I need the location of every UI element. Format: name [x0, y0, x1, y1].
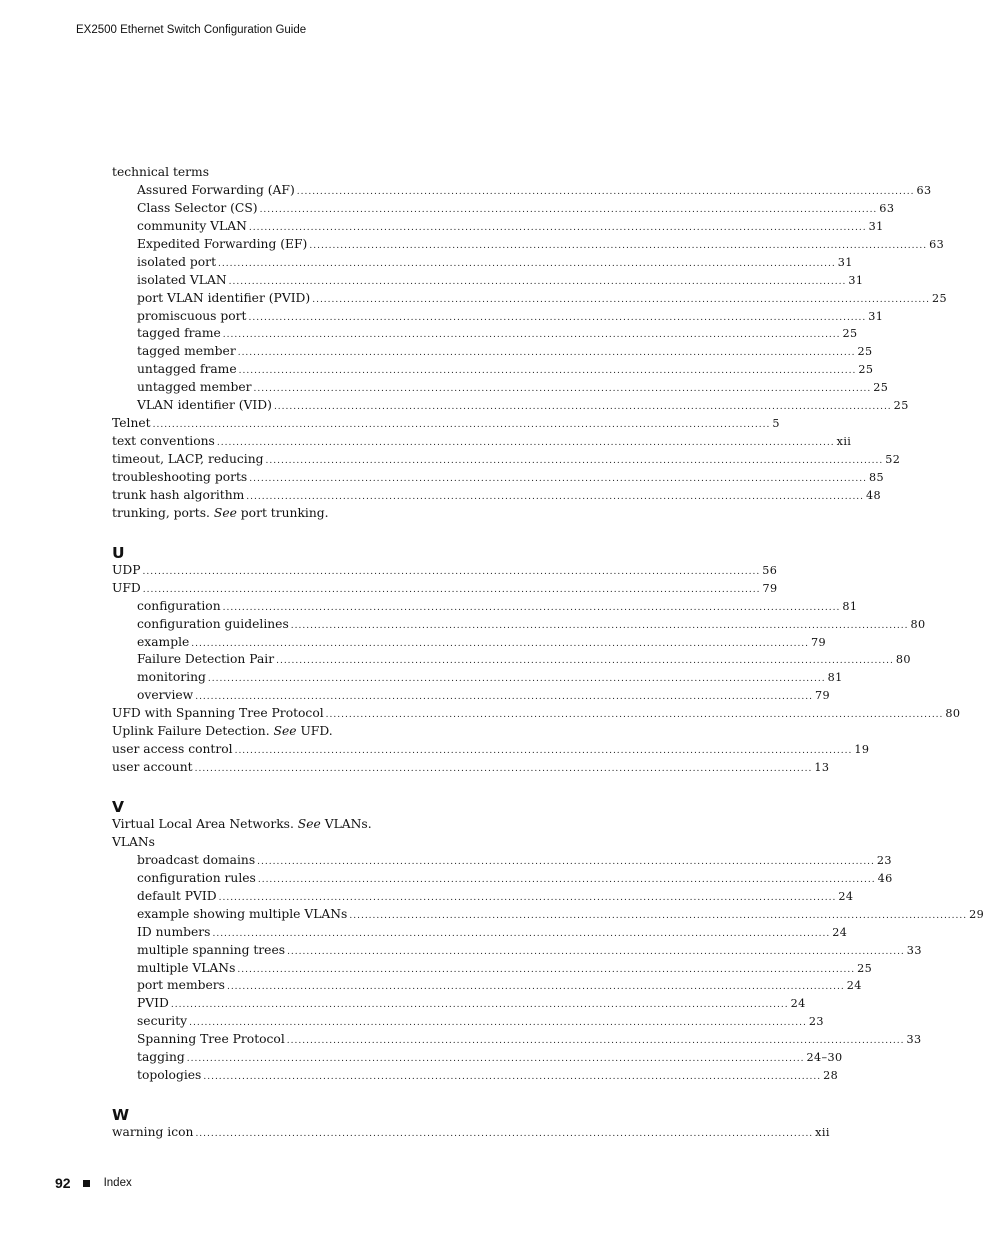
- index-subentry: [112, 379, 889, 397]
- index-page-number: 46: [877, 871, 893, 885]
- index-term: multiple spanning trees: [137, 942, 286, 957]
- index-subentry: [112, 308, 884, 326]
- index-page-number: 33: [906, 943, 922, 957]
- index-term: configuration: [137, 598, 221, 613]
- see-reference-target: UFD.: [300, 724, 333, 739]
- index-term: Uplink Failure Detection.: [112, 724, 270, 739]
- index-term: ID numbers: [137, 924, 211, 939]
- index-subentry: [112, 272, 864, 290]
- index-term: UFD: [112, 580, 141, 595]
- index-subentry: [112, 1013, 824, 1031]
- dot-leader: ................................................................................................................................................................: [312, 294, 930, 305]
- dot-leader: ................................................................................................................................................................: [207, 674, 826, 685]
- index-term: VLAN identifier (VID): [137, 398, 272, 413]
- index-subentry: [112, 236, 945, 254]
- index-term: user account: [112, 760, 193, 775]
- page-number: 92: [55, 1175, 71, 1191]
- index-term: tagged frame: [137, 326, 221, 341]
- index-entry: [112, 1124, 830, 1142]
- index-page-number: 31: [868, 219, 884, 233]
- index-page-number: 85: [868, 470, 885, 484]
- index-term: trunking, ports.: [112, 505, 210, 520]
- index-term: trunk hash algorithm: [112, 487, 245, 502]
- dot-leader: ................................................................................................................................................................: [218, 892, 837, 903]
- index-page-number: 24: [832, 925, 848, 939]
- index-subentry: [112, 906, 984, 924]
- dot-leader: ................................................................................................................................................................: [195, 692, 813, 703]
- index-entry: [112, 723, 477, 741]
- dot-leader: ................................................................................................................................................................: [237, 348, 856, 359]
- index-term: port VLAN identifier (PVID): [137, 290, 311, 305]
- dot-leader: ................................................................................................................................................................: [195, 1129, 814, 1140]
- index-term: Expedited Forwarding (EF): [137, 236, 308, 251]
- see-reference-label: See: [273, 724, 297, 739]
- index-page-number: 25: [858, 363, 874, 377]
- index-subentry: [112, 218, 884, 236]
- index-entry: [112, 469, 885, 487]
- index-subentry: [112, 977, 862, 995]
- index-page-number: 25: [931, 291, 947, 305]
- index-entry: [112, 834, 477, 852]
- index-term: example showing multiple VLANs: [137, 906, 348, 921]
- index-subentry: [112, 924, 848, 942]
- index-term: untagged member: [137, 380, 252, 395]
- index-subentry: [112, 325, 858, 343]
- dot-leader: ................................................................................................................................................................: [290, 620, 909, 631]
- index-entry: [112, 759, 830, 777]
- running-header: [76, 24, 306, 36]
- index-subentry: [112, 343, 873, 361]
- index-subentry: [112, 870, 893, 888]
- dot-leader: ................................................................................................................................................................: [309, 240, 928, 251]
- index-letter-heading: U: [112, 543, 125, 562]
- index-page-number: 63: [929, 237, 945, 251]
- index-letter-heading: W: [112, 1106, 130, 1125]
- index-term: port members: [137, 978, 225, 993]
- index-letter-heading: V: [112, 798, 124, 816]
- index-subentry: [112, 254, 853, 272]
- index-subentry: [112, 290, 947, 308]
- index-term: text conventions: [112, 434, 215, 449]
- index-entry: [112, 816, 477, 834]
- see-reference-target: port trunking.: [240, 505, 329, 520]
- index-term: tagging: [137, 1050, 185, 1065]
- dot-leader: ................................................................................................................................................................: [226, 982, 845, 993]
- dot-leader: ................................................................................................................................................................: [238, 366, 857, 377]
- index-page-number: 5: [772, 417, 780, 431]
- see-reference-label: See: [213, 505, 237, 520]
- dot-leader: ................................................................................................................................................................: [273, 402, 892, 413]
- index-term: example: [137, 634, 190, 649]
- footer-square-bullet: [83, 1180, 90, 1187]
- dot-leader: ................................................................................................................................................................: [259, 204, 878, 215]
- dot-leader: ................................................................................................................................................................: [349, 910, 968, 921]
- dot-leader: ................................................................................................................................................................: [218, 258, 836, 269]
- index-page-number: 19: [854, 743, 870, 757]
- index-entry: [112, 505, 477, 523]
- dot-leader: ................................................................................................................................................................: [276, 656, 894, 667]
- index-entry: [112, 580, 778, 598]
- index-entry: [112, 433, 852, 451]
- index-page-number: 63: [879, 201, 895, 215]
- index-term: warning icon: [112, 1125, 194, 1140]
- dot-leader: ................................................................................................................................................................: [170, 1000, 789, 1011]
- index-page-number: 25: [842, 327, 858, 341]
- dot-leader: ................................................................................................................................................................: [296, 186, 915, 197]
- dot-leader: ................................................................................................................................................................: [265, 456, 884, 466]
- dot-leader: ................................................................................................................................................................: [286, 1036, 905, 1047]
- index-term: Spanning Tree Protocol: [137, 1032, 285, 1047]
- dot-leader: ................................................................................................................................................................: [142, 584, 761, 595]
- index-page-number: 81: [827, 671, 843, 685]
- index-term: community VLAN: [137, 218, 247, 233]
- index-page-number: 79: [811, 635, 827, 649]
- index-entry: [112, 487, 882, 505]
- index-term: user access control: [112, 742, 233, 757]
- dot-leader: ................................................................................................................................................................: [257, 856, 875, 867]
- dot-leader: ................................................................................................................................................................: [216, 438, 835, 449]
- index-entry: [112, 451, 901, 469]
- dot-leader: ................................................................................................................................................................: [191, 638, 810, 649]
- index-term: troubleshooting ports: [112, 469, 248, 484]
- index-page-number: 28: [823, 1069, 839, 1083]
- index-page-number: 79: [814, 689, 830, 703]
- index-page-number: 24: [846, 979, 862, 993]
- index-subentry: [112, 942, 922, 960]
- index-page-number: 48: [866, 488, 882, 502]
- index-subentry: [112, 1049, 843, 1067]
- dot-leader: ................................................................................................................................................................: [142, 566, 761, 577]
- index-term: PVID: [137, 996, 169, 1011]
- index-subentry: [112, 634, 827, 652]
- index-page-number: 23: [876, 853, 892, 867]
- index-term: default PVID: [137, 888, 217, 903]
- dot-leader: ................................................................................................................................................................: [203, 1072, 822, 1083]
- index-subentry: [112, 852, 892, 870]
- index-term: configuration guidelines: [137, 616, 289, 631]
- index-page-number: 81: [842, 599, 858, 613]
- index-page-number: 31: [848, 273, 864, 287]
- index-term: Failure Detection Pair: [137, 652, 275, 667]
- index-term: broadcast domains: [137, 852, 256, 867]
- dot-leader: ................................................................................................................................................................: [248, 312, 867, 323]
- index-page-number: 63: [916, 183, 932, 197]
- dot-leader: ................................................................................................................................................................: [222, 602, 841, 613]
- index-subentry: [112, 995, 806, 1013]
- index-page-number: 24: [790, 997, 806, 1011]
- index-subentry: [112, 888, 854, 906]
- index-term: security: [137, 1014, 188, 1029]
- dot-leader: ................................................................................................................................................................: [246, 491, 865, 502]
- index-page-number: 52: [885, 453, 901, 466]
- index-term: UDP: [112, 562, 141, 577]
- dot-leader: ................................................................................................................................................................: [253, 384, 872, 395]
- index-term: Class Selector (CS): [137, 200, 258, 215]
- index-page-number: 33: [906, 1033, 922, 1047]
- index-page-number: 25: [893, 399, 909, 413]
- index-term: technical terms: [112, 165, 210, 179]
- see-reference-label: See: [297, 817, 321, 831]
- dot-leader: ................................................................................................................................................................: [189, 1018, 807, 1029]
- index-subentry: [112, 960, 873, 978]
- index-subentry: [112, 598, 858, 616]
- index-term: monitoring: [137, 670, 206, 685]
- index-page-number: 31: [868, 309, 884, 323]
- index-term: untagged frame: [137, 362, 237, 377]
- index-page-number: 31: [837, 255, 853, 269]
- index-subentry: [112, 182, 932, 200]
- see-reference-target: VLANs.: [324, 817, 372, 831]
- index-page-number: 80: [910, 617, 926, 631]
- index-subentry: [112, 616, 926, 634]
- index-term: promiscuous port: [137, 308, 247, 323]
- index-term: configuration rules: [137, 870, 256, 885]
- index-subentry: [112, 200, 895, 218]
- index-term: Virtual Local Area Networks.: [112, 817, 294, 831]
- dot-leader: ................................................................................................................................................................: [234, 746, 853, 757]
- index-subentry: [112, 361, 874, 379]
- index-term: UFD with Spanning Tree Protocol: [112, 706, 324, 721]
- index-entry: [112, 705, 961, 723]
- dot-leader: ................................................................................................................................................................: [212, 928, 831, 939]
- index-term: VLANs: [112, 834, 155, 849]
- index-page-number: 24: [838, 889, 854, 903]
- index-page-number: xii: [836, 435, 852, 449]
- index-term: isolated VLAN: [137, 272, 227, 287]
- dot-leader: ................................................................................................................................................................: [228, 276, 847, 287]
- index-term: topologies: [137, 1068, 202, 1083]
- index-subentry: [112, 397, 909, 415]
- dot-leader: ................................................................................................................................................................: [325, 710, 944, 721]
- index-page-number: 80: [895, 653, 911, 667]
- index-page-number: 29: [969, 907, 984, 921]
- index-entry: [112, 164, 477, 182]
- dot-leader: ................................................................................................................................................................: [248, 222, 867, 233]
- guide-title: EX2500 Ethernet Switch Configuration Guide: [76, 24, 307, 36]
- dot-leader: ................................................................................................................................................................: [237, 964, 856, 975]
- index-subentry: [112, 687, 830, 705]
- index-term: tagged member: [137, 344, 236, 359]
- index-term: multiple VLANs: [137, 960, 236, 975]
- index-subentry: [112, 669, 843, 687]
- dot-leader: ................................................................................................................................................................: [186, 1054, 805, 1065]
- index-page-number: 25: [857, 345, 873, 359]
- index-subentry: [112, 651, 911, 669]
- index-term: Telnet: [112, 416, 151, 431]
- dot-leader: ................................................................................................................................................................: [222, 330, 841, 341]
- index-page-number: 56: [762, 563, 778, 577]
- index-entry: [112, 562, 778, 580]
- index-page-number: 24–30: [806, 1051, 843, 1065]
- index-page-number: 13: [814, 761, 830, 775]
- index-subentry: [112, 1031, 922, 1049]
- dot-leader: ................................................................................................................................................................: [287, 946, 905, 957]
- index-term: timeout, LACP, reducing: [112, 452, 264, 466]
- index-term: overview: [137, 688, 194, 703]
- dot-leader: ................................................................................................................................................................: [152, 420, 771, 431]
- index-page-number: 79: [762, 581, 778, 595]
- index-subentry: [112, 1067, 839, 1085]
- dot-leader: ................................................................................................................................................................: [257, 874, 876, 885]
- index-page-number: 23: [808, 1015, 824, 1029]
- index-page-number: 80: [945, 707, 961, 721]
- index-page-number: 25: [857, 961, 873, 975]
- footer-section-name: Index: [103, 1177, 132, 1189]
- dot-leader: ................................................................................................................................................................: [249, 473, 867, 484]
- index-entry: [112, 415, 780, 433]
- index-page-number: 25: [873, 381, 889, 395]
- index-term: isolated port: [137, 254, 217, 269]
- index-entry: [112, 741, 870, 759]
- index-column: [112, 164, 984, 1142]
- index-page-number: xii: [815, 1126, 830, 1140]
- index-term: Assured Forwarding (AF): [137, 182, 295, 197]
- page-footer: [55, 1175, 132, 1191]
- dot-leader: ................................................................................................................................................................: [194, 764, 813, 775]
